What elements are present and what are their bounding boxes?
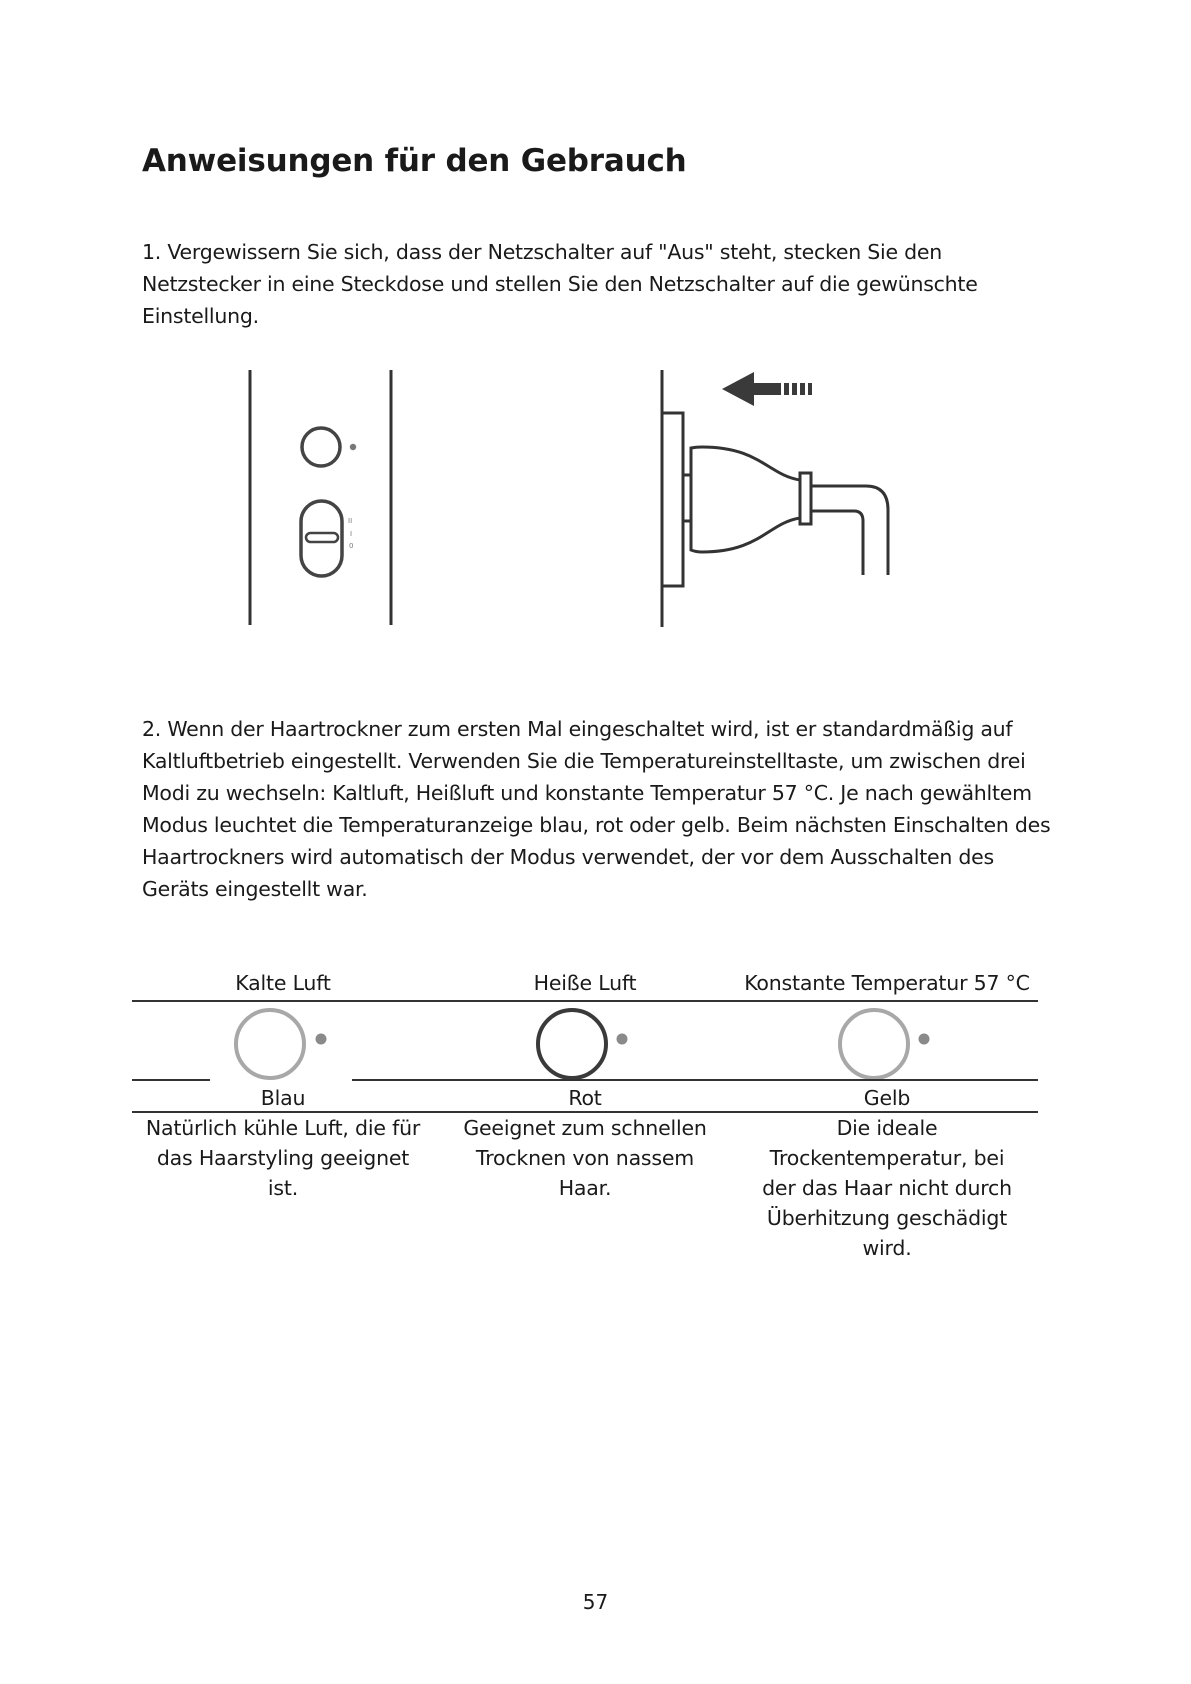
page-title: Anweisungen für den Gebrauch (142, 143, 687, 179)
mode-description-constant: Die ideale Trockentemperatur, bei der das Haar nicht durch Überhitzung geschädigt wird. (762, 1116, 1012, 1260)
plug-into-socket-icon (650, 365, 920, 630)
constant-mode-indicator-icon (834, 1004, 944, 1084)
mode-color-constant: Gelb (863, 1086, 911, 1110)
svg-text:I: I (350, 530, 353, 538)
power-button-icon (302, 428, 356, 466)
mode-description-cold: Natürlich kühle Luft, die für das Haarstyling geeignet ist. (145, 1116, 421, 1200)
mode-header-constant: Konstante Temperatur 57 °C (744, 971, 1030, 995)
page-number: 57 (582, 1590, 609, 1614)
mode-description-hot: Geeignet zum schnellen Trocknen von nassem Haar. (463, 1116, 707, 1200)
cold-mode-indicator-icon (230, 1004, 340, 1084)
mode-header-hot: Heiße Luft (533, 971, 637, 995)
mode-table (132, 968, 1038, 1268)
step-1-text: 1. Vergewissern Sie sich, dass der Netzschalter auf "Aus" steht, stecken Sie den Netzstecker in eine Steckdose und stellen Sie den Netzschalter auf die gewünschte Einstellung. (142, 240, 978, 328)
table-divider (132, 1000, 1038, 1002)
switch-position-marks (348, 517, 353, 550)
mode-color-hot: Rot (568, 1086, 602, 1110)
step-2-text: 2. Wenn der Haartrockner zum ersten Mal eingeschaltet wird, ist er standardmäßig auf Kaltluftbetrieb eingestellt. Verwenden Sie die Temperatureinstelltaste, um zwischen drei Modi zu wechseln: Kaltluft, Heißluft und konstante Temperatur 57 °C. Je nach gewähltem Modus leuchtet die Temperaturanzeige blau, rot oder gelb. Beim nächsten Einschalten des Haartrockners wird automatisch der Modus verwendet, der vor dem Ausschalten des Geräts eingestellt war. (142, 717, 1051, 901)
power-switch-panel-icon (240, 365, 400, 630)
mode-color-cold: Blau (260, 1086, 306, 1110)
table-divider (352, 1079, 1038, 1081)
mode-header-cold: Kalte Luft (235, 971, 331, 995)
insert-direction-arrow-icon (722, 372, 812, 406)
svg-text:II: II (348, 517, 353, 525)
slide-switch-icon (301, 501, 342, 576)
table-divider (132, 1079, 210, 1081)
hot-mode-indicator-icon (532, 1004, 642, 1084)
svg-text:0: 0 (349, 542, 354, 550)
